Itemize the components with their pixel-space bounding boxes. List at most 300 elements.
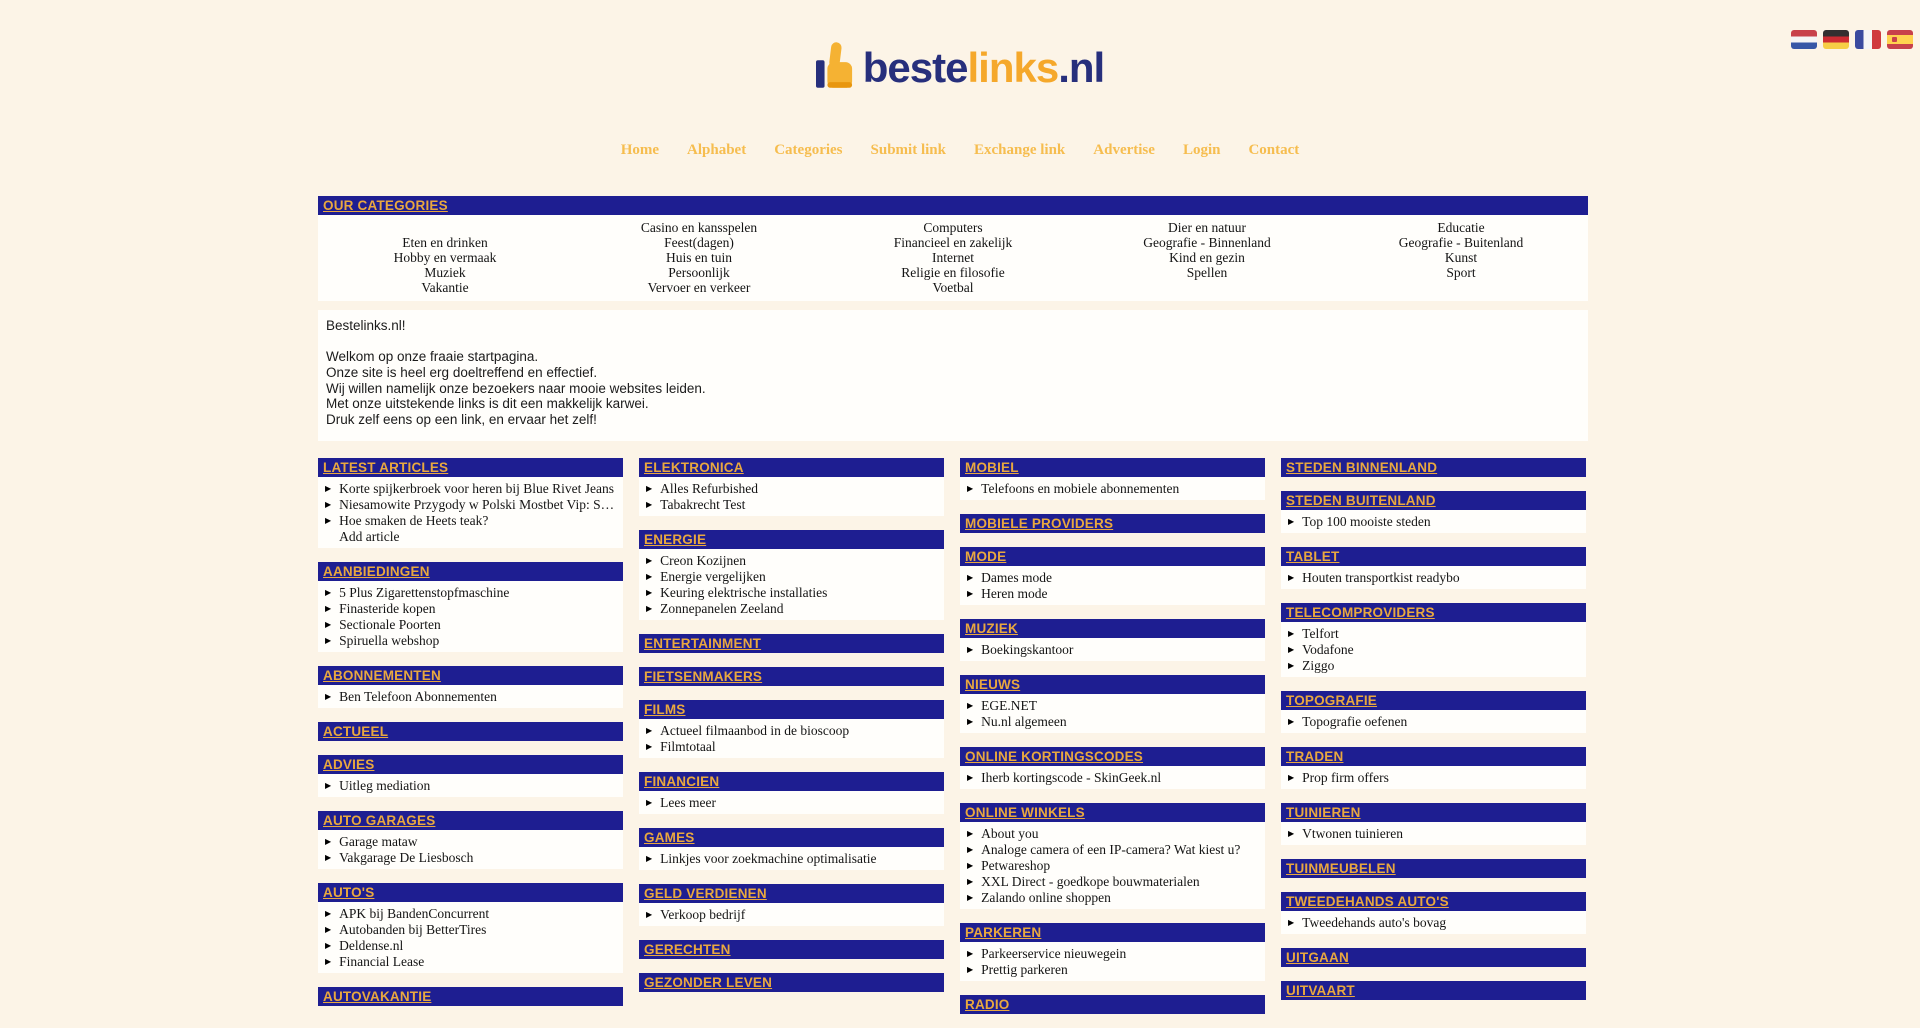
category-link-geografie-binnenland[interactable]: Geografie - Binnenland [1143, 235, 1271, 250]
link-item-hoe-smaken-de-heets-teak[interactable] [318, 513, 623, 529]
welcome-line: Met onze uitstekende links is dit een makkelijk karwei. [326, 396, 649, 412]
link-item-label: Nu.nl algemeen [981, 713, 1067, 729]
link-item-keuring-elektrische-installaties[interactable] [639, 585, 944, 601]
triangle-bullet-icon: ▶ [325, 836, 332, 846]
triangle-bullet-icon: ▶ [325, 483, 332, 493]
category-header-autovakantie[interactable]: AUTOVAKANTIE [318, 987, 623, 1006]
category-header-mobiel[interactable]: MOBIEL [960, 458, 1265, 477]
main-nav [0, 142, 1920, 159]
welcome-box [318, 310, 1588, 441]
triangle-bullet-icon: ▶ [325, 956, 332, 966]
link-column-3 [960, 458, 1265, 1028]
link-item-label: Autobanden bij BetterTires [339, 921, 487, 937]
triangle-bullet-icon: ▶ [967, 772, 974, 782]
triangle-bullet-icon: ▶ [646, 483, 653, 493]
category-block-abonnementen [318, 666, 623, 708]
category-block-aanbiedingen [318, 562, 623, 652]
category-block-telecomproviders [1281, 603, 1586, 677]
link-item-label: Prop firm offers [1302, 769, 1389, 785]
link-column-4 [1281, 458, 1586, 1014]
link-item-ben-telefoon-abonnementen[interactable] [318, 689, 623, 705]
category-body [1281, 622, 1586, 677]
category-header-gerechten[interactable]: GERECHTEN [639, 940, 944, 959]
link-item-label: Telefoons en mobiele abonnementen [981, 480, 1180, 496]
category-header-tablet[interactable]: TABLET [1281, 547, 1586, 566]
category-link-persoonlijk[interactable]: Persoonlijk [668, 265, 730, 280]
category-block-games [639, 828, 944, 870]
our-categories-section [318, 196, 1588, 301]
category-block-tablet [1281, 547, 1586, 589]
triangle-bullet-icon: ▶ [1288, 772, 1295, 782]
triangle-bullet-icon: ▶ [325, 635, 332, 645]
nav-login[interactable]: Login [1182, 142, 1221, 158]
category-block-fietsenmakers [639, 667, 944, 686]
category-block-latest-articles [318, 458, 623, 548]
link-item-prop-firm-offers[interactable] [1281, 770, 1586, 786]
category-header-advies[interactable]: ADVIES [318, 755, 623, 774]
triangle-bullet-icon: ▶ [967, 483, 974, 493]
our-categories-header[interactable]: OUR CATEGORIES [318, 196, 1588, 215]
link-item-label: Spiruella webshop [339, 632, 440, 648]
category-block-financien [639, 772, 944, 814]
link-item-label: Analoge camera of een IP-camera? Wat kiest u? [981, 841, 1241, 857]
link-item-label: Iherb kortingscode - SkinGeek.nl [981, 769, 1162, 785]
triangle-bullet-icon: ▶ [325, 924, 332, 934]
link-item-lees-meer[interactable] [639, 795, 944, 811]
category-body [639, 719, 944, 758]
category-block-uitgaan [1281, 948, 1586, 967]
category-header-nieuws[interactable]: NIEUWS [960, 675, 1265, 694]
link-item-label: Vtwonen tuinieren [1302, 825, 1404, 841]
triangle-bullet-icon: ▶ [967, 844, 974, 854]
site-logo [0, 40, 1920, 95]
category-body [318, 477, 623, 548]
category-header-tuinmeubelen[interactable]: TUINMEUBELEN [1281, 859, 1586, 878]
triangle-bullet-icon: ▶ [967, 700, 974, 710]
category-header-entertainment[interactable]: ENTERTAINMENT [639, 634, 944, 653]
triangle-bullet-icon: ▶ [967, 964, 974, 974]
category-body [639, 791, 944, 814]
welcome-line: Wij willen namelijk onze bezoekers naar mooie websites leiden. [326, 380, 706, 396]
category-link-financieel-en-zakelijk[interactable]: Financieel en zakelijk [893, 235, 1013, 250]
link-item-telfort[interactable] [1281, 626, 1586, 642]
triangle-bullet-icon: ▶ [1288, 917, 1295, 927]
triangle-bullet-icon: ▶ [1288, 660, 1295, 670]
link-item-5-plus-zigarettenstopfmaschine[interactable] [318, 585, 623, 601]
category-block-nieuws [960, 675, 1265, 733]
link-item-label: Verkoop bedrijf [660, 906, 746, 922]
category-body [318, 830, 623, 869]
category-header-tweedehands-auto-s[interactable]: TWEEDEHANDS AUTO'S [1281, 892, 1586, 911]
category-link-educatie[interactable]: Educatie [1437, 220, 1485, 235]
category-header-gezonder-leven[interactable]: GEZONDER LEVEN [639, 973, 944, 992]
category-body [1281, 911, 1586, 934]
link-item-prettig-parkeren[interactable] [960, 962, 1265, 978]
link-item-label: Creon Kozijnen [660, 552, 747, 568]
triangle-bullet-icon: ▶ [646, 909, 653, 919]
category-body [1281, 822, 1586, 845]
category-block-mode [960, 547, 1265, 605]
category-body [639, 477, 944, 516]
triangle-bullet-icon: ▶ [325, 780, 332, 790]
category-block-auto-garages [318, 811, 623, 869]
welcome-lines [326, 349, 1580, 428]
link-column-1 [318, 458, 623, 1020]
category-block-uitvaart [1281, 981, 1586, 1000]
link-item-label: Deldense.nl [339, 937, 404, 953]
category-block-traden [1281, 747, 1586, 789]
nav-exchange-link[interactable]: Exchange link [974, 142, 1066, 158]
category-header-auto-s[interactable]: AUTO'S [318, 883, 623, 902]
category-body [1281, 510, 1586, 533]
welcome-line: Welkom op onze fraaie startpagina. [326, 349, 539, 364]
link-item-label: Zonnepanelen Zeeland [660, 600, 784, 616]
category-link-huis-en-tuin[interactable]: Huis en tuin [666, 250, 732, 265]
triangle-bullet-icon: ▶ [967, 948, 974, 958]
category-header-online-winkels[interactable]: ONLINE WINKELS [960, 803, 1265, 822]
link-item-about-you[interactable] [960, 826, 1265, 842]
category-header-online-kortingscodes[interactable]: ONLINE KORTINGSCODES [960, 747, 1265, 766]
category-block-topografie [1281, 691, 1586, 733]
category-header-radio[interactable]: RADIO [960, 995, 1265, 1014]
triangle-bullet-icon: ▶ [325, 852, 332, 862]
link-item-alles-refurbished[interactable] [639, 481, 944, 497]
link-item-label: Prettig parkeren [981, 961, 1068, 977]
category-block-autovakantie [318, 987, 623, 1006]
triangle-bullet-icon: ▶ [1288, 716, 1295, 726]
category-block-mobiel [960, 458, 1265, 500]
category-block-energie [639, 530, 944, 620]
link-item-label: Niesamowite Przygody w Polski Mostbet Vip: S… [339, 496, 615, 512]
logo-part-links: links [967, 43, 1059, 91]
triangle-bullet-icon: ▶ [967, 716, 974, 726]
category-block-radio [960, 995, 1265, 1014]
nav-contact[interactable]: Contact [1248, 142, 1300, 158]
link-item-label: Alles Refurbished [660, 480, 759, 496]
category-header-fietsenmakers[interactable]: FIETSENMAKERS [639, 667, 944, 686]
link-item-ege-net[interactable] [960, 698, 1265, 714]
link-columns [318, 458, 1588, 1028]
link-item-analoge-camera-of-een-ip-camera-wat-kiest-u[interactable] [960, 842, 1265, 858]
category-header-steden-buitenland[interactable]: STEDEN BUITENLAND [1281, 491, 1586, 510]
category-link-dier-en-natuur[interactable]: Dier en natuur [1168, 220, 1246, 235]
category-header-aanbiedingen[interactable]: AANBIEDINGEN [318, 562, 623, 581]
link-item-label: Garage mataw [339, 833, 418, 849]
category-header-financien[interactable]: FINANCIEN [639, 772, 944, 791]
category-block-tweedehands-auto-s [1281, 892, 1586, 934]
category-block-muziek [960, 619, 1265, 661]
thumbs-up-icon [816, 40, 854, 95]
category-block-steden-binnenland [1281, 458, 1586, 477]
category-link-eten-en-drinken[interactable]: Eten en drinken [402, 235, 488, 250]
category-body [960, 942, 1265, 981]
category-header-traden[interactable]: TRADEN [1281, 747, 1586, 766]
category-link-spellen[interactable]: Spellen [1186, 265, 1228, 280]
link-item-label: Topografie oefenen [1302, 713, 1408, 729]
triangle-bullet-icon: ▶ [646, 571, 653, 581]
category-header-geld-verdienen[interactable]: GELD VERDIENEN [639, 884, 944, 903]
triangle-bullet-icon: ▶ [1288, 828, 1295, 838]
category-body [639, 847, 944, 870]
triangle-bullet-icon: ▶ [646, 587, 653, 597]
category-link-religie-en-filosofie[interactable]: Religie en filosofie [901, 265, 1005, 280]
category-body [639, 903, 944, 926]
link-item-verkoop-bedrijf[interactable] [639, 907, 944, 923]
category-empty-cell [1080, 280, 1334, 295]
category-header-steden-binnenland[interactable]: STEDEN BINNENLAND [1281, 458, 1586, 477]
category-link-geografie-buitenland[interactable]: Geografie - Buitenland [1398, 235, 1524, 250]
link-item-tabakrecht-test[interactable] [639, 497, 944, 513]
category-body [960, 477, 1265, 500]
link-item-parkeerservice-nieuwegein[interactable] [960, 946, 1265, 962]
link-item-label: Keuring elektrische installaties [660, 584, 828, 600]
category-header-mobiele-providers[interactable]: MOBIELE PROVIDERS [960, 514, 1265, 533]
category-body [960, 638, 1265, 661]
triangle-bullet-icon: ▶ [967, 892, 974, 902]
link-item-label: Parkeerservice nieuwegein [981, 945, 1127, 961]
triangle-bullet-icon: ▶ [646, 725, 653, 735]
link-item-label: EGE.NET [981, 697, 1038, 713]
category-block-steden-buitenland [1281, 491, 1586, 533]
triangle-bullet-icon: ▶ [325, 587, 332, 597]
site-logo-text [863, 42, 1104, 94]
link-item-xxl-direct-goedkope-bouwmaterialen[interactable] [960, 874, 1265, 890]
category-link-hobby-en-vermaak[interactable]: Hobby en vermaak [393, 250, 497, 265]
link-item-label: Actueel filmaanbod in de bioscoop [660, 722, 850, 738]
category-body [639, 549, 944, 620]
category-block-tuinieren [1281, 803, 1586, 845]
category-header-abonnementen[interactable]: ABONNEMENTEN [318, 666, 623, 685]
link-item-label: Tabakrecht Test [660, 496, 746, 512]
category-body [960, 822, 1265, 909]
link-item-top-100-mooiste-steden[interactable] [1281, 514, 1586, 530]
category-block-gezonder-leven [639, 973, 944, 992]
link-item-label: Linkjes voor zoekmachine optimalisatie [660, 850, 877, 866]
category-header-muziek[interactable]: MUZIEK [960, 619, 1265, 638]
link-item-label: Ben Telefoon Abonnementen [339, 688, 497, 704]
triangle-bullet-icon: ▶ [967, 572, 974, 582]
category-body [1281, 766, 1586, 789]
link-item-zonnepanelen-zeeland[interactable] [639, 601, 944, 617]
category-block-online-kortingscodes [960, 747, 1265, 789]
category-block-geld-verdienen [639, 884, 944, 926]
link-item-creon-kozijnen[interactable] [639, 553, 944, 569]
triangle-bullet-icon: ▶ [967, 876, 974, 886]
category-block-elektronica [639, 458, 944, 516]
link-item-label: Korte spijkerbroek voor heren bij Blue Rivet Jeans [339, 480, 614, 496]
link-item-label: XXL Direct - goedkope bouwmaterialen [981, 873, 1200, 889]
page-content [318, 196, 1588, 1028]
category-link-internet[interactable]: Internet [932, 250, 974, 265]
category-header-telecomproviders[interactable]: TELECOMPROVIDERS [1281, 603, 1586, 622]
category-link-voetbal[interactable]: Voetbal [932, 280, 974, 295]
triangle-bullet-icon: ▶ [325, 515, 332, 525]
category-header-tuinieren[interactable]: TUINIEREN [1281, 803, 1586, 822]
link-item-petwareshop[interactable] [960, 858, 1265, 874]
triangle-bullet-icon: ▶ [646, 603, 653, 613]
category-link-vakantie[interactable]: Vakantie [421, 280, 469, 295]
triangle-bullet-icon: ▶ [967, 644, 974, 654]
triangle-bullet-icon: ▶ [967, 588, 974, 598]
welcome-line: Druk zelf eens op een link, en ervaar het zelf! [326, 412, 597, 428]
link-item-boekingskantoor[interactable] [960, 642, 1265, 658]
link-item-vtwonen-tuinieren[interactable] [1281, 826, 1586, 842]
category-header-auto-garages[interactable]: AUTO GARAGES [318, 811, 623, 830]
link-item-uitleg-mediation[interactable] [318, 778, 623, 794]
category-block-tuinmeubelen [1281, 859, 1586, 878]
link-item-tweedehands-auto-s-bovag[interactable] [1281, 915, 1586, 931]
link-item-label: Petwareshop [981, 857, 1051, 873]
link-item-iherb-kortingscode-skingeek-nl[interactable] [960, 770, 1265, 786]
link-item-label: Hoe smaken de Heets teak? [339, 512, 489, 528]
category-link-casino-en-kansspelen[interactable]: Casino en kansspelen [640, 220, 758, 235]
link-item-financial-lease[interactable] [318, 954, 623, 970]
category-header-uitgaan[interactable]: UITGAAN [1281, 948, 1586, 967]
category-header-parkeren[interactable]: PARKEREN [960, 923, 1265, 942]
link-item-label: Financial Lease [339, 953, 425, 969]
category-link-feest-dagen[interactable]: Feest(dagen) [664, 235, 734, 250]
category-header-energie[interactable]: ENERGIE [639, 530, 944, 549]
triangle-bullet-icon: ▶ [325, 908, 332, 918]
logo-part-nl: .nl [1058, 43, 1105, 91]
link-item-label: Vakgarage De Liesbosch [339, 849, 474, 865]
category-block-advies [318, 755, 623, 797]
link-item-label: Ziggo [1302, 657, 1335, 673]
link-item-topografie-oefenen[interactable] [1281, 714, 1586, 730]
category-header-latest-articles[interactable]: LATEST ARTICLES [318, 458, 623, 477]
category-body [1281, 710, 1586, 733]
link-item-label: Filmtotaal [660, 738, 716, 754]
triangle-bullet-icon: ▶ [1288, 516, 1295, 526]
link-item-label: Energie vergelijken [660, 568, 766, 584]
logo-part-beste: beste [862, 43, 968, 91]
triangle-bullet-icon: ▶ [325, 603, 332, 613]
link-item-add-article[interactable] [318, 529, 623, 545]
triangle-bullet-icon: ▶ [325, 499, 332, 509]
link-item-telefoons-en-mobiele-abonnementen[interactable] [960, 481, 1265, 497]
link-item-spiruella-webshop[interactable] [318, 633, 623, 649]
link-item-filmtotaal[interactable] [639, 739, 944, 755]
link-item-actueel-filmaanbod-in-de-bioscoop[interactable] [639, 723, 944, 739]
link-item-vodafone[interactable] [1281, 642, 1586, 658]
link-item-label: Boekingskantoor [981, 641, 1074, 657]
link-item-dames-mode[interactable] [960, 570, 1265, 586]
category-link-computers[interactable]: Computers [923, 220, 983, 235]
link-item-label: Add article [339, 528, 400, 544]
category-link-kunst[interactable]: Kunst [1444, 250, 1478, 265]
triangle-bullet-icon: ▶ [325, 619, 332, 629]
link-item-autobanden-bij-bettertires[interactable] [318, 922, 623, 938]
link-item-label: 5 Plus Zigarettenstopfmaschine [339, 584, 510, 600]
link-item-label: Sectionale Poorten [339, 616, 441, 632]
category-body [960, 694, 1265, 733]
category-block-entertainment [639, 634, 944, 653]
category-header-elektronica[interactable]: ELEKTRONICA [639, 458, 944, 477]
triangle-bullet-icon: ▶ [967, 828, 974, 838]
link-item-apk-bij-bandenconcurrent[interactable] [318, 906, 623, 922]
triangle-bullet-icon: ▶ [646, 499, 653, 509]
our-categories-grid [318, 215, 1588, 301]
nav-categories[interactable]: Categories [774, 142, 843, 158]
link-item-label: About you [981, 825, 1039, 841]
category-body [960, 766, 1265, 789]
link-item-label: Zalando online shoppen [981, 889, 1111, 905]
category-empty-cell [318, 220, 572, 235]
link-item-niesamowite-przygody-w-polski-mostbet-vip-s[interactable] [318, 497, 623, 513]
link-item-label: Tweedehands auto's bovag [1302, 914, 1447, 930]
link-item-heren-mode[interactable] [960, 586, 1265, 602]
link-item-label: APK bij BandenConcurrent [339, 905, 490, 921]
link-item-garage-mataw[interactable] [318, 834, 623, 850]
category-block-mobiele-providers [960, 514, 1265, 533]
category-body [1281, 566, 1586, 589]
category-body [318, 685, 623, 708]
category-body [318, 581, 623, 652]
triangle-bullet-icon: ▶ [967, 860, 974, 870]
category-link-kind-en-gezin[interactable]: Kind en gezin [1169, 250, 1245, 265]
triangle-bullet-icon: ▶ [646, 555, 653, 565]
category-block-parkeren [960, 923, 1265, 981]
nav-alphabet[interactable]: Alphabet [687, 142, 747, 158]
category-link-vervoer-en-verkeer[interactable]: Vervoer en verkeer [647, 280, 751, 295]
triangle-bullet-icon: ▶ [646, 741, 653, 751]
category-header-games[interactable]: GAMES [639, 828, 944, 847]
link-item-label: Top 100 mooiste steden [1302, 513, 1431, 529]
category-header-topografie[interactable]: TOPOGRAFIE [1281, 691, 1586, 710]
link-item-energie-vergelijken[interactable] [639, 569, 944, 585]
category-link-muziek[interactable]: Muziek [424, 265, 466, 280]
link-item-korte-spijkerbroek-voor-heren-bij-blue-rivet-jeans[interactable] [318, 481, 623, 497]
link-item-finasteride-kopen[interactable] [318, 601, 623, 617]
category-link-sport[interactable]: Sport [1446, 265, 1476, 280]
triangle-bullet-icon: ▶ [646, 797, 653, 807]
category-header-mode[interactable]: MODE [960, 547, 1265, 566]
category-header-actueel[interactable]: ACTUEEL [318, 722, 623, 741]
category-body [318, 774, 623, 797]
category-block-online-winkels [960, 803, 1265, 909]
link-column-2 [639, 458, 944, 1006]
link-item-label: Vodafone [1302, 641, 1354, 657]
link-item-nu-nl-algemeen[interactable] [960, 714, 1265, 730]
category-header-uitvaart[interactable]: UITVAART [1281, 981, 1586, 1000]
link-item-zalando-online-shoppen[interactable] [960, 890, 1265, 906]
link-item-label: Lees meer [660, 794, 716, 810]
link-item-label: Telfort [1302, 625, 1339, 641]
category-empty-cell [1334, 280, 1588, 295]
link-item-label: Finasteride kopen [339, 600, 436, 616]
link-item-vakgarage-de-liesbosch[interactable] [318, 850, 623, 866]
category-block-actueel [318, 722, 623, 741]
category-block-films [639, 700, 944, 758]
link-item-linkjes-voor-zoekmachine-optimalisatie[interactable] [639, 851, 944, 867]
nav-submit-link[interactable]: Submit link [870, 142, 946, 158]
category-block-gerechten [639, 940, 944, 959]
link-item-deldense-nl[interactable] [318, 938, 623, 954]
category-header-films[interactable]: FILMS [639, 700, 944, 719]
link-item-label: Heren mode [981, 585, 1048, 601]
triangle-bullet-icon: ▶ [1288, 572, 1295, 582]
welcome-line: Onze site is heel erg doeltreffend en effectief. [326, 364, 598, 380]
triangle-bullet-icon: ▶ [325, 691, 332, 701]
nav-home[interactable]: Home [620, 142, 660, 158]
link-item-houten-transportkist-readybo[interactable] [1281, 570, 1586, 586]
triangle-bullet-icon: ▶ [325, 940, 332, 950]
nav-advertise[interactable]: Advertise [1093, 142, 1155, 158]
triangle-bullet-icon: ▶ [1288, 628, 1295, 638]
category-body [318, 902, 623, 973]
link-item-ziggo[interactable] [1281, 658, 1586, 674]
link-item-sectionale-poorten[interactable] [318, 617, 623, 633]
